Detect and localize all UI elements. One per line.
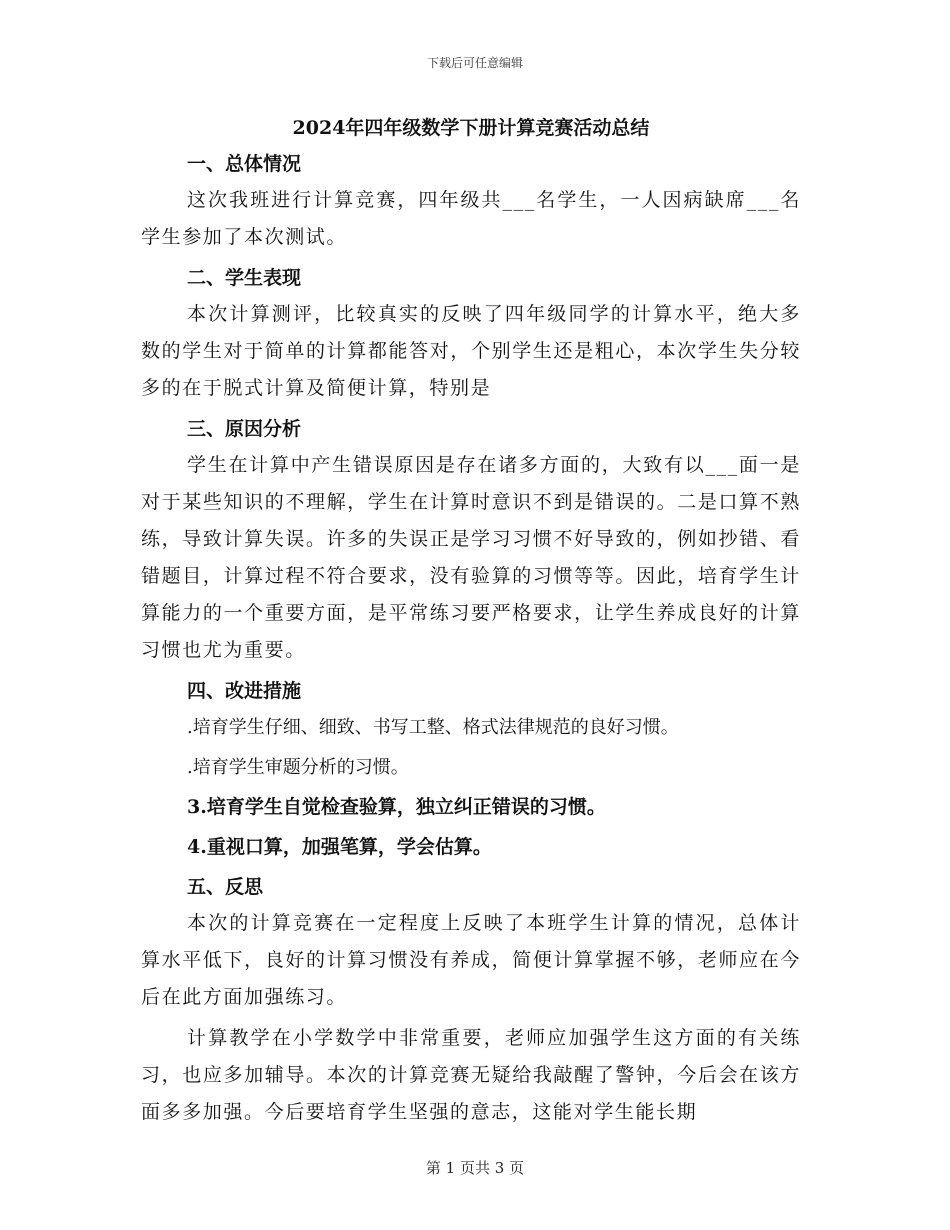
page-header-note: 下载后可任意编辑 (426, 56, 523, 70)
section-heading-measures: 四、改进措施 (187, 680, 302, 702)
section-heading-reflection: 五、反思 (187, 876, 264, 898)
document-body (141, 112, 801, 1135)
document-title: 2024年四年级数学下册计算竞赛活动总结 (292, 117, 650, 139)
section-reflection-paragraph-1: 本次的计算竞赛在一定程度上反映了本班学生计算的情况，总体计算水平低下，良好的计算习惯没有养成，简便计算掌握不够，老师应在今后在此方面加强练习。 (141, 912, 801, 1008)
measure-item-3: 3.培育学生自觉检查验算，独立纠正错误的习惯。 (187, 796, 606, 818)
section-heading-performance: 二、学生表现 (187, 267, 302, 289)
measure-item-4: 4.重视口算，加强笔算，学会估算。 (187, 836, 492, 858)
page-number-footer: 第 1 页共 3 页 (425, 1159, 525, 1177)
measure-item-2: .培育学生审题分析的习惯。 (187, 757, 409, 778)
section-heading-overview: 一、总体情况 (187, 153, 302, 175)
section-overview-paragraph: 这次我班进行计算竞赛，四年级共___名学生，一人因病缺席___名学生参加了本次测试。 (141, 189, 801, 248)
measure-item-1: .培育学生仔细、细致、书写工整、格式法律规范的良好习惯。 (187, 717, 679, 738)
section-performance-paragraph: 本次计算测评，比较真实的反映了四年级同学的计算水平，绝大多数的学生对于简单的计算都能答对，个别学生还是粗心，本次学生失分较多的在于脱式计算及简便计算，特别是 (141, 303, 801, 399)
section-heading-analysis: 三、原因分析 (187, 418, 302, 440)
section-analysis-paragraph: 学生在计算中产生错误原因是存在诸多方面的，大致有以___面一是对于某些知识的不理解，学生在计算时意识不到是错误的。二是口算不熟练，导致计算失误。许多的失误正是学习习惯不好导致的，例如抄错、看错题目，计算过程不符合要求，没有验算的习惯等等。因此，培育学生计算能力的一个重要方面，是平常练习要严格要求，让学生养成良好的计算习惯也尤为重要。 (141, 454, 801, 661)
section-reflection-paragraph-2: 计算教学在小学数学中非常重要，老师应加强学生这方面的有关练习，也应多加辅导。本次的计算竞赛无疑给我敲醒了警钟，今后会在该方面多多加强。今后要培育学生坚强的意志，这能对学生能长期 (141, 1027, 801, 1123)
